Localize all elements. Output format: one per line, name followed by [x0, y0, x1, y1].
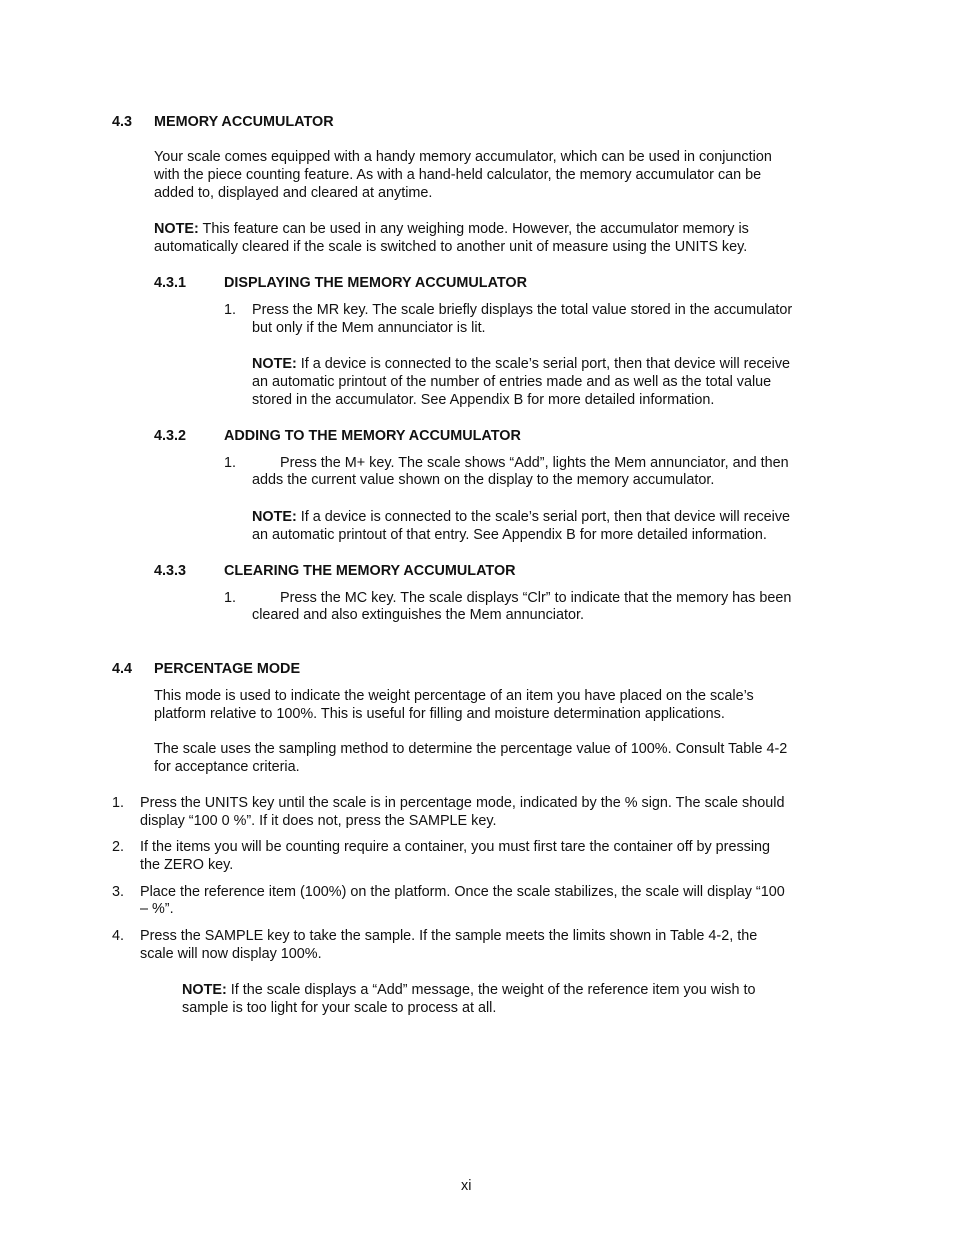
paragraph-line: with the piece counting feature. As with a hand-held calculator, the memory accumulator can be: [154, 167, 762, 183]
step-line: Press the MR key. The scale briefly displays the total value stored in the accumulator: [252, 302, 793, 318]
step-line: the ZERO key.: [140, 857, 234, 873]
note-line: [182, 981, 756, 999]
page-number: xi: [461, 1178, 472, 1194]
subsection-title: ADDING TO THE MEMORY ACCUMULATOR: [224, 428, 521, 444]
paragraph-line: platform relative to 100%. This is useful for filling and moisture determination applications.: [154, 706, 725, 722]
note-line: stored in the accumulator. See Appendix B for more detailed information.: [252, 392, 715, 408]
subsection-title: CLEARING THE MEMORY ACCUMULATOR: [224, 563, 516, 579]
step-line: Press the UNITS key until the scale is in percentage mode, indicated by the % sign. The scale should: [140, 795, 785, 811]
step-number: 1.: [224, 302, 237, 318]
section-number: 4.3: [112, 114, 133, 130]
step-line: – %”.: [140, 901, 174, 917]
note-text: This feature can be used in any weighing mode. However, the accumulator memory is: [202, 221, 749, 237]
note-line: [252, 355, 790, 373]
note-label: NOTE:: [252, 509, 297, 525]
subsection-number: 4.3.3: [154, 563, 187, 579]
paragraph-line: This mode is used to indicate the weight percentage of an item you have placed on the scale’s: [154, 688, 754, 704]
step-number: 3.: [112, 884, 125, 900]
section-title: PERCENTAGE MODE: [154, 661, 301, 677]
note-line: [154, 220, 749, 238]
paragraph-line: The scale uses the sampling method to determine the percentage value of 100%. Consult Table 4-2: [154, 741, 788, 757]
paragraph-line: Your scale comes equipped with a handy memory accumulator, which can be used in conjunction: [154, 149, 772, 165]
step-line: If the items you will be counting require a container, you must first tare the container off by pressing: [140, 839, 771, 855]
note-text: If a device is connected to the scale’s serial port, then that device will receive: [300, 509, 791, 525]
step-number: 1.: [112, 795, 125, 811]
step-line: Press the MC key. The scale displays “Clr” to indicate that the memory has been: [280, 590, 792, 606]
step-number: 1.: [224, 590, 237, 606]
note-line: an automatic printout of that entry. See Appendix B for more detailed information.: [252, 527, 767, 543]
note-text: If a device is connected to the scale’s serial port, then that device will receive: [300, 356, 791, 372]
step-line: display “100 0 %”. If it does not, press the SAMPLE key.: [140, 813, 497, 829]
step-line: adds the current value shown on the display to the memory accumulator.: [252, 472, 715, 488]
step-line: cleared and also extinguishes the Mem annunciator.: [252, 607, 584, 623]
note-label: NOTE:: [182, 982, 227, 998]
step-line: Place the reference item (100%) on the platform. Once the scale stabilizes, the scale will display “100: [140, 884, 785, 900]
note-line: sample is too light for your scale to process at all.: [182, 1000, 497, 1016]
step-line: but only if the Mem annunciator is lit.: [252, 320, 486, 336]
section-number: 4.4: [112, 661, 133, 677]
step-line: scale will now display 100%.: [140, 946, 322, 962]
step-line: Press the M+ key. The scale shows “Add”, lights the Mem annunciator, and then: [280, 455, 789, 471]
subsection-number: 4.3.1: [154, 275, 187, 291]
step-number: 2.: [112, 839, 125, 855]
note-label: NOTE:: [252, 356, 297, 372]
note-line: automatically cleared if the scale is switched to another unit of measure using the UNITS key.: [154, 239, 748, 255]
paragraph-line: added to, displayed and cleared at anytime.: [154, 185, 433, 201]
note-label: NOTE:: [154, 221, 199, 237]
note-text: If the scale displays a “Add” message, the weight of the reference item you wish to: [230, 982, 756, 998]
step-number: 4.: [112, 928, 125, 944]
step-line: Press the SAMPLE key to take the sample. If the sample meets the limits shown in Table 4-2, the: [140, 928, 758, 944]
subsection-number: 4.3.2: [154, 428, 187, 444]
step-number: 1.: [224, 455, 237, 471]
note-line: [252, 508, 790, 526]
paragraph-line: for acceptance criteria.: [154, 759, 300, 775]
section-title: MEMORY ACCUMULATOR: [154, 114, 334, 130]
subsection-title: DISPLAYING THE MEMORY ACCUMULATOR: [224, 275, 528, 291]
note-line: an automatic printout of the number of entries made and as well as the total value: [252, 374, 772, 390]
